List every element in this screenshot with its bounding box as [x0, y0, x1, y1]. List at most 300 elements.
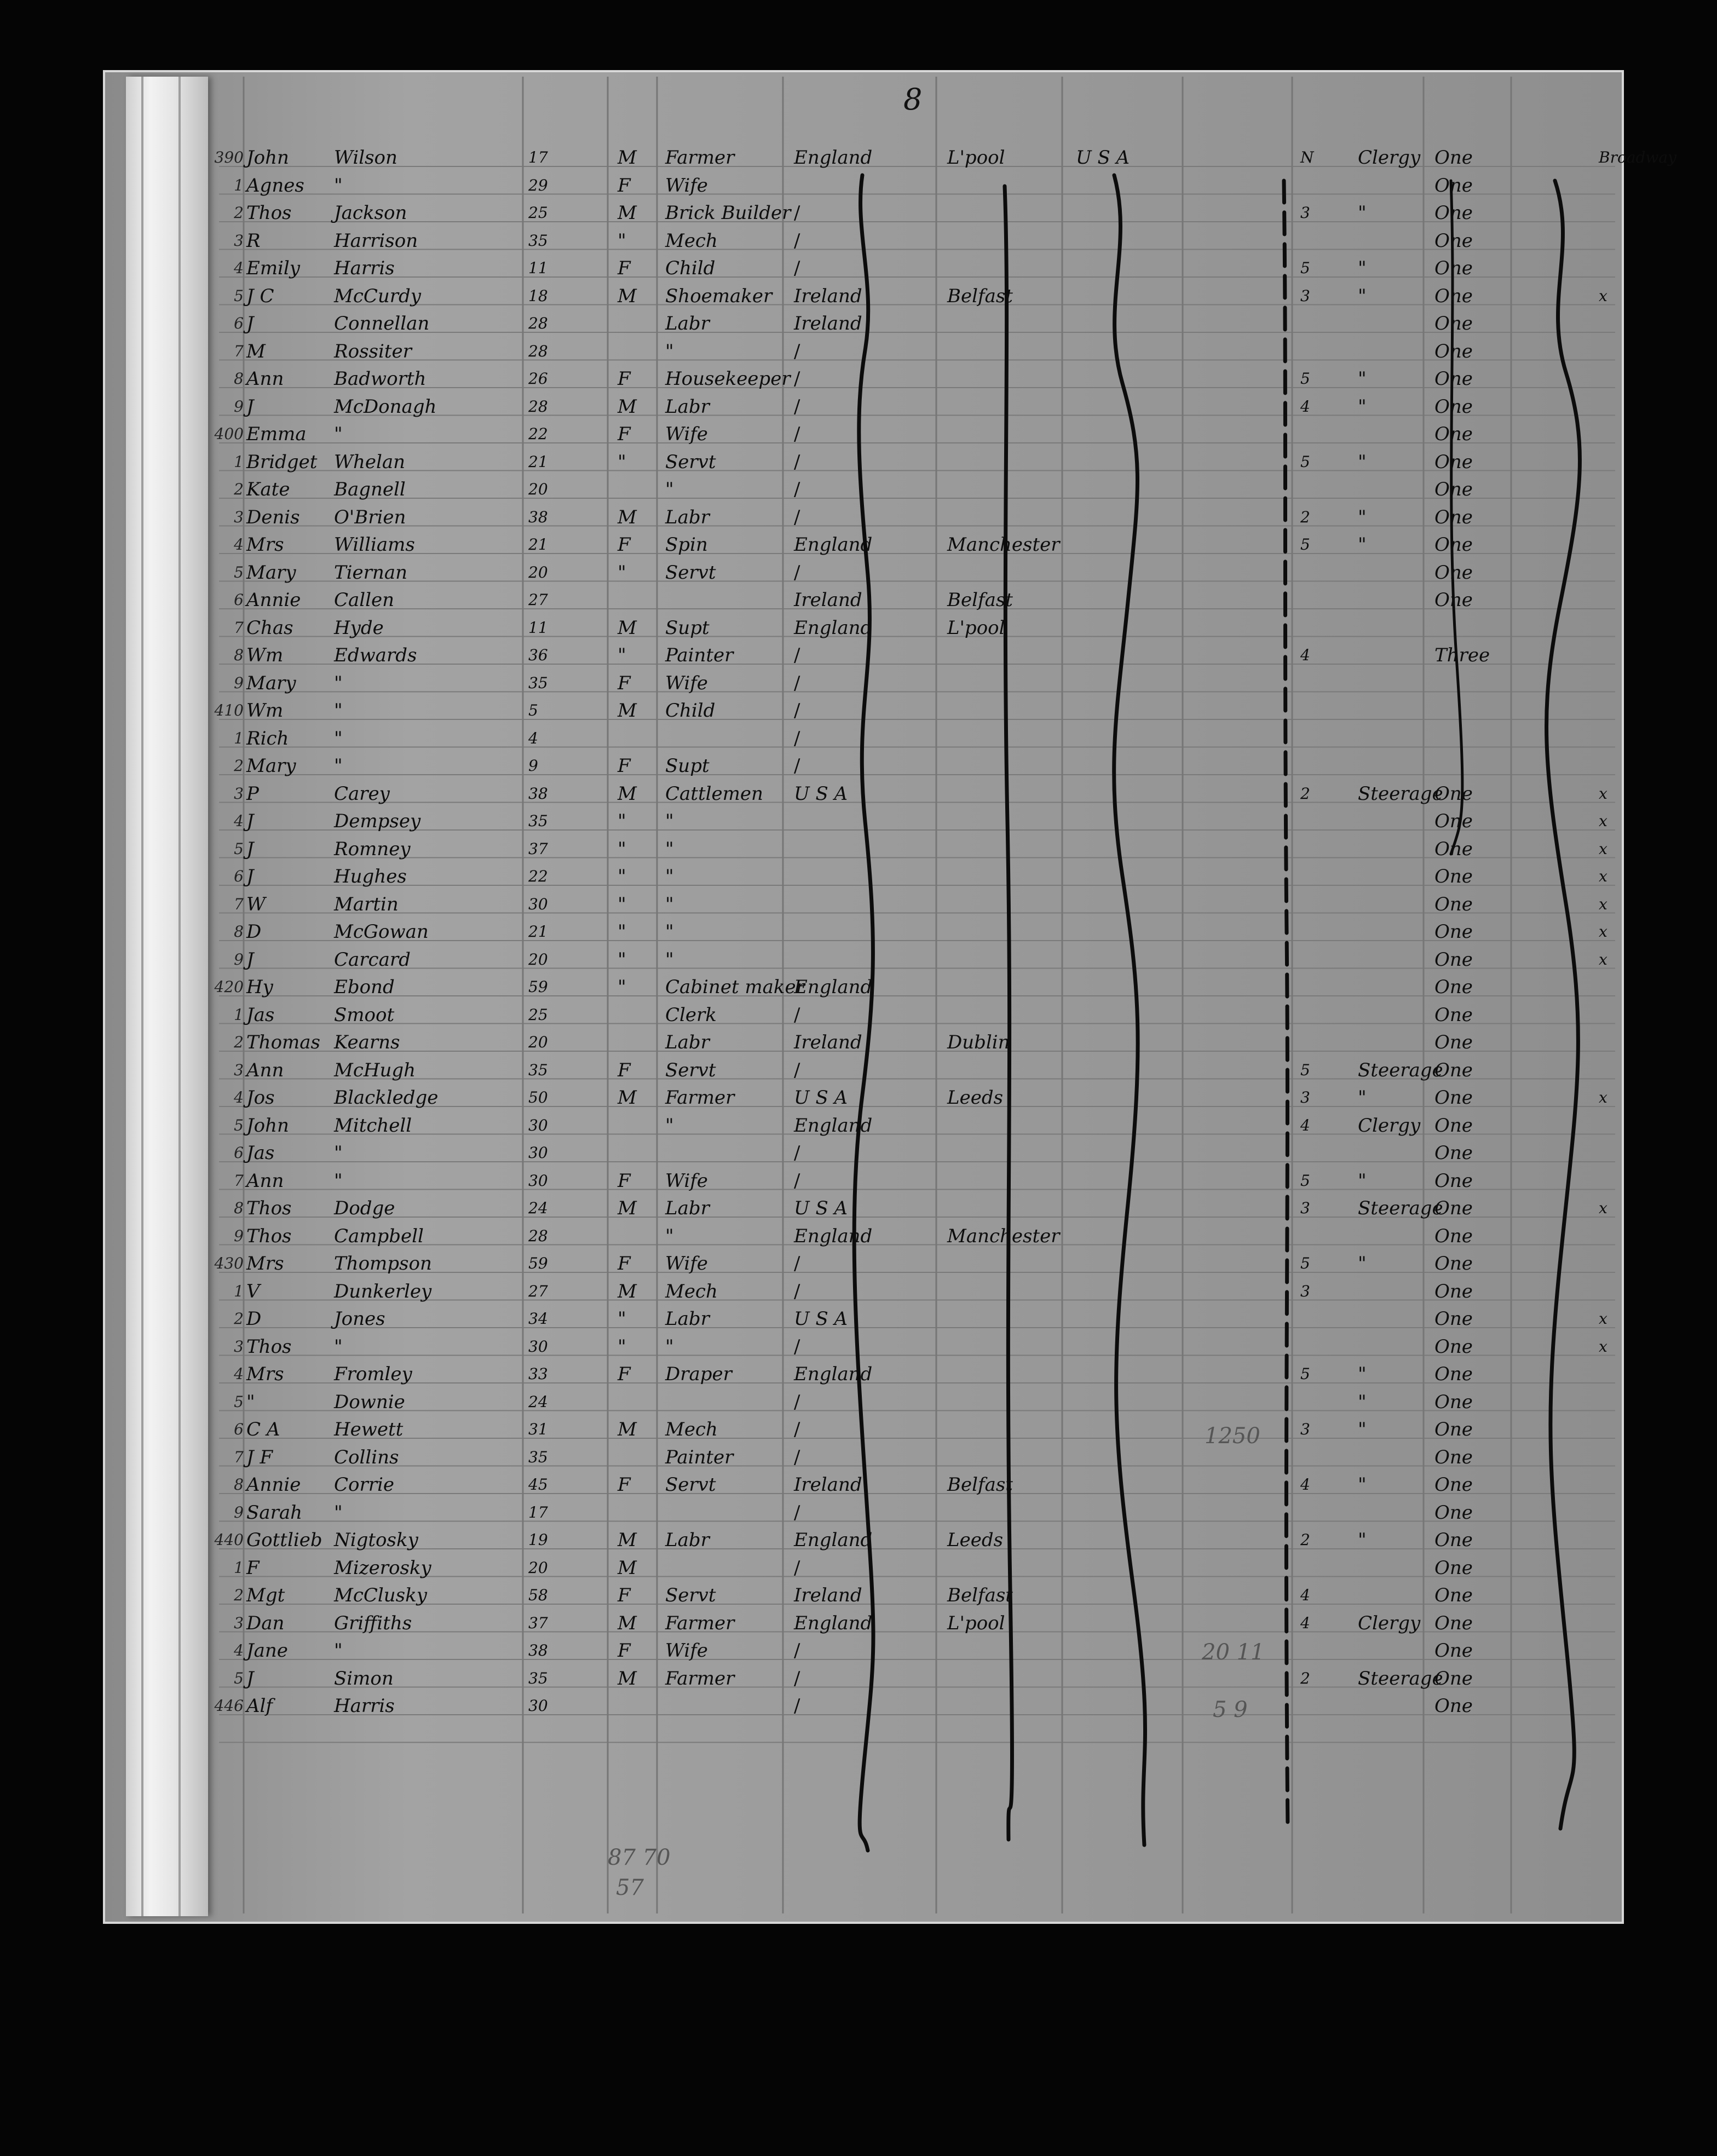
- table-row: [0, 1664, 1717, 1693]
- occupation: Labr: [665, 1529, 710, 1551]
- count: 3: [1300, 1199, 1310, 1217]
- sex: M: [618, 616, 637, 639]
- age: 20: [528, 1033, 548, 1051]
- class: Steerage: [1358, 1197, 1443, 1219]
- count: 5: [1300, 1365, 1310, 1383]
- age: 33: [528, 1365, 548, 1383]
- country: /: [794, 1169, 800, 1192]
- entry-number: 2: [234, 1310, 244, 1328]
- count: 5: [1300, 1254, 1310, 1272]
- entry-number: 5: [234, 286, 244, 305]
- age: 30: [528, 1171, 548, 1190]
- table-row: [0, 337, 1717, 366]
- age: 30: [528, 1337, 548, 1356]
- given-name: Dan: [246, 1612, 285, 1634]
- age: 34: [528, 1310, 548, 1328]
- ship-count: One: [1434, 1142, 1473, 1164]
- class: ": [1358, 1363, 1367, 1385]
- age: 28: [528, 1226, 548, 1245]
- given-name: Jas: [246, 1004, 275, 1026]
- country: /: [794, 368, 800, 390]
- given-name: Jane: [246, 1640, 288, 1662]
- ship-count: One: [1434, 1501, 1473, 1524]
- sex: ": [618, 644, 626, 666]
- occupation: Servt: [665, 561, 716, 584]
- class: Steerage: [1358, 782, 1443, 805]
- ship-count: One: [1434, 1612, 1473, 1634]
- class: ": [1358, 1419, 1367, 1440]
- entry-number: 3: [234, 784, 244, 803]
- surname: Harris: [334, 257, 395, 279]
- surname: ": [334, 1501, 343, 1524]
- age: 20: [528, 563, 548, 581]
- ship-count: One: [1434, 561, 1473, 584]
- ship-count: One: [1434, 810, 1473, 832]
- country: /: [794, 1557, 800, 1579]
- sex: M: [618, 1612, 637, 1634]
- given-name: Bridget: [246, 451, 318, 473]
- given-name: Wm: [246, 700, 284, 722]
- ship-count: One: [1434, 838, 1473, 860]
- country: /: [794, 1335, 800, 1358]
- ship-count: One: [1434, 395, 1473, 418]
- occupation: Labr: [665, 1031, 710, 1053]
- count: 4: [1300, 1613, 1310, 1632]
- class: ": [1358, 395, 1367, 418]
- surname: McClusky: [334, 1584, 427, 1606]
- sex: F: [618, 1363, 631, 1385]
- given-name: Mary: [246, 561, 296, 584]
- table-row: [0, 724, 1717, 753]
- entry-number: 4: [234, 1088, 244, 1106]
- age: 59: [528, 978, 548, 996]
- country: U S A: [794, 1308, 848, 1330]
- age: 59: [528, 1254, 548, 1272]
- remark-mark: x: [1599, 784, 1607, 803]
- ship-count: One: [1434, 174, 1473, 197]
- ship-count: One: [1434, 451, 1473, 473]
- occupation: ": [665, 1225, 674, 1247]
- count: 3: [1300, 204, 1310, 222]
- sex: ": [618, 866, 626, 887]
- age: 28: [528, 314, 548, 332]
- table-row: [0, 282, 1717, 310]
- given-name: Mary: [246, 672, 296, 694]
- given-name: Thos: [246, 1335, 292, 1358]
- given-name: Wm: [246, 644, 284, 666]
- surname: Simon: [334, 1667, 394, 1690]
- occupation: Farmer: [665, 147, 735, 169]
- entry-number: 2: [234, 757, 244, 775]
- age: 17: [528, 1503, 548, 1521]
- country: /: [794, 1004, 800, 1026]
- country: /: [794, 1695, 800, 1717]
- sex: ": [618, 451, 626, 473]
- occupation: Servt: [665, 1059, 716, 1081]
- given-name: J F: [246, 1446, 273, 1468]
- ship-count: One: [1434, 1087, 1473, 1109]
- given-name: D: [246, 921, 262, 943]
- count: 5: [1300, 259, 1310, 277]
- surname: O'Brien: [334, 506, 406, 528]
- age: 38: [528, 508, 548, 526]
- occupation: Servt: [665, 451, 716, 473]
- surname: Martin: [334, 893, 399, 915]
- surname: Bagnell: [334, 479, 406, 500]
- entry-number: 7: [234, 895, 244, 913]
- age: 22: [528, 867, 548, 885]
- age: 27: [528, 591, 548, 609]
- table-row: [0, 1249, 1717, 1278]
- entry-number: 6: [234, 314, 244, 332]
- table-row: [0, 1443, 1717, 1472]
- given-name: Agnes: [246, 174, 304, 197]
- ship-count: One: [1434, 1004, 1473, 1026]
- sex: ": [618, 1308, 626, 1330]
- table-row: [0, 365, 1717, 393]
- class: ": [1358, 202, 1367, 224]
- age: 19: [528, 1531, 548, 1549]
- entry-number: 7: [234, 1171, 244, 1190]
- table-row: [0, 1692, 1717, 1720]
- given-name: J: [246, 866, 254, 887]
- class: Clergy: [1358, 1114, 1421, 1137]
- country: /: [794, 561, 800, 584]
- surname: Griffiths: [334, 1612, 412, 1634]
- table-row: [0, 835, 1717, 863]
- table-row: [0, 1277, 1717, 1306]
- entry-number: 420: [214, 978, 244, 996]
- given-name: J: [246, 948, 254, 971]
- remark-mark: x: [1599, 867, 1607, 885]
- surname: McHugh: [334, 1059, 416, 1081]
- count: 3: [1300, 1088, 1310, 1106]
- sex: M: [618, 202, 637, 224]
- given-name: Rich: [246, 727, 289, 750]
- remark-mark: x: [1599, 812, 1607, 830]
- occupation: ": [665, 340, 674, 362]
- given-name: Mgt: [246, 1584, 285, 1606]
- ship-count: One: [1434, 1197, 1473, 1219]
- country: England: [794, 1363, 873, 1385]
- surname: Corrie: [334, 1474, 394, 1496]
- table-row: [0, 309, 1717, 338]
- age: 28: [528, 342, 548, 360]
- age: 38: [528, 1641, 548, 1659]
- surname: Harrison: [334, 229, 418, 252]
- table-row: [0, 1471, 1717, 1499]
- occupation: Draper: [665, 1363, 732, 1385]
- occupation: Spin: [665, 534, 708, 556]
- entry-number: 8: [234, 923, 244, 941]
- remark-mark: x: [1599, 286, 1607, 305]
- age: 30: [528, 1144, 548, 1162]
- entry-number: 7: [234, 618, 244, 637]
- ship-count: One: [1434, 1695, 1473, 1717]
- surname: Jackson: [334, 202, 407, 224]
- table-row: [0, 1111, 1717, 1140]
- remark-mark: x: [1599, 923, 1607, 941]
- sex: F: [618, 1253, 631, 1275]
- count: 5: [1300, 535, 1310, 554]
- class: Clergy: [1358, 1612, 1421, 1634]
- country: /: [794, 395, 800, 418]
- entry-number: 6: [234, 867, 244, 885]
- table-row: [0, 1001, 1717, 1029]
- sex: F: [618, 1640, 631, 1662]
- port-of-embarkation: Belfast: [947, 589, 1013, 611]
- surname: McDonagh: [334, 395, 437, 418]
- remark-mark: x: [1599, 950, 1607, 969]
- ship-count: One: [1434, 1169, 1473, 1192]
- country: /: [794, 1391, 800, 1413]
- remark-mark: Broadway: [1599, 148, 1676, 166]
- surname: Connellan: [334, 313, 430, 335]
- occupation: Mech: [665, 1280, 718, 1302]
- country: /: [794, 1446, 800, 1468]
- given-name: Mrs: [246, 1253, 284, 1275]
- given-name: Thos: [246, 202, 292, 224]
- occupation: Shoemaker: [665, 285, 773, 307]
- class: ": [1358, 368, 1367, 390]
- sex: F: [618, 1474, 631, 1496]
- country: /: [794, 1667, 800, 1690]
- given-name: Thomas: [246, 1031, 321, 1053]
- age: 35: [528, 231, 548, 250]
- class: ": [1358, 1253, 1367, 1275]
- entry-number: 8: [234, 646, 244, 664]
- table-row: [0, 1083, 1717, 1112]
- age: 25: [528, 204, 548, 222]
- ship-count: One: [1434, 1308, 1473, 1330]
- country: /: [794, 1059, 800, 1081]
- surname: ": [334, 1169, 343, 1192]
- country: England: [794, 147, 873, 169]
- pencil-tally: 5 9: [1213, 1697, 1248, 1722]
- ship-count: One: [1434, 1031, 1473, 1053]
- age: 24: [528, 1392, 548, 1411]
- ship-count: One: [1434, 423, 1473, 445]
- occupation: Wife: [665, 423, 708, 445]
- occupation: Farmer: [665, 1667, 735, 1690]
- count: 3: [1300, 286, 1310, 305]
- given-name: Emma: [246, 423, 307, 445]
- entry-number: 1: [234, 452, 244, 471]
- occupation: Labr: [665, 506, 710, 528]
- entry-number: 4: [234, 1641, 244, 1659]
- class: ": [1358, 506, 1367, 528]
- count: 2: [1300, 1669, 1310, 1687]
- class: ": [1358, 1474, 1367, 1496]
- count: 2: [1300, 1531, 1310, 1549]
- ship-count: One: [1434, 976, 1473, 998]
- class: ": [1358, 285, 1367, 307]
- country: /: [794, 1280, 800, 1302]
- remark-mark: x: [1599, 839, 1607, 858]
- occupation: Wife: [665, 174, 708, 197]
- ship-count: One: [1434, 1335, 1473, 1358]
- class: ": [1358, 534, 1367, 556]
- given-name: ": [246, 1391, 255, 1413]
- table-row: [0, 946, 1717, 974]
- country: /: [794, 340, 800, 362]
- given-name: W: [246, 893, 266, 915]
- entry-number: 9: [234, 1503, 244, 1521]
- age: 35: [528, 812, 548, 830]
- entry-number: 6: [234, 1420, 244, 1438]
- occupation: ": [665, 921, 674, 943]
- ship-count: One: [1434, 285, 1473, 307]
- class: Steerage: [1358, 1667, 1443, 1690]
- pencil-tally: 57: [616, 1875, 644, 1900]
- sex: F: [618, 1059, 631, 1081]
- occupation: Supt: [665, 755, 710, 777]
- port-of-embarkation: L'pool: [947, 1612, 1005, 1634]
- surname: Hyde: [334, 616, 384, 639]
- table-row: [0, 1526, 1717, 1554]
- surname: Dodge: [334, 1197, 395, 1219]
- age: 20: [528, 1558, 548, 1577]
- pencil-tally: 1250: [1205, 1423, 1260, 1449]
- surname: ": [334, 174, 343, 197]
- age: 30: [528, 895, 548, 913]
- given-name: Jos: [246, 1087, 275, 1109]
- given-name: D: [246, 1308, 262, 1330]
- given-name: Gottlieb: [246, 1529, 322, 1551]
- surname: Carcard: [334, 948, 411, 971]
- table-row: [0, 807, 1717, 835]
- entry-number: 9: [234, 1226, 244, 1245]
- given-name: Denis: [246, 506, 300, 528]
- given-name: Mrs: [246, 1363, 284, 1385]
- country: /: [794, 451, 800, 473]
- occupation: ": [665, 866, 674, 887]
- entry-number: 8: [234, 1199, 244, 1217]
- surname: Thompson: [334, 1253, 432, 1275]
- table-row: [0, 1167, 1717, 1195]
- table-row: [0, 1415, 1717, 1444]
- ship-count: One: [1434, 1446, 1473, 1468]
- class: ": [1358, 1087, 1367, 1109]
- country: /: [794, 257, 800, 279]
- occupation: ": [665, 479, 674, 500]
- remark-mark: x: [1599, 895, 1607, 913]
- age: 37: [528, 1613, 548, 1632]
- country: /: [794, 202, 800, 224]
- given-name: J: [246, 810, 254, 832]
- port-of-embarkation: Dublin: [947, 1031, 1010, 1053]
- surname: Hughes: [334, 866, 407, 887]
- table-row: [0, 1305, 1717, 1333]
- ship-count: Three: [1434, 644, 1490, 666]
- age: 25: [528, 1005, 548, 1024]
- port-of-embarkation: Leeds: [947, 1529, 1004, 1551]
- country: England: [794, 616, 873, 639]
- given-name: Alf: [246, 1695, 273, 1717]
- entry-number: 4: [234, 812, 244, 830]
- sex: M: [618, 700, 637, 722]
- entry-number: 4: [234, 535, 244, 554]
- ship-count: One: [1434, 257, 1473, 279]
- port-of-embarkation: L'pool: [947, 616, 1005, 639]
- entry-number: 3: [234, 231, 244, 250]
- table-row: [0, 1388, 1717, 1416]
- occupation: ": [665, 838, 674, 860]
- count: 4: [1300, 646, 1310, 664]
- country: /: [794, 700, 800, 722]
- count: N: [1300, 148, 1314, 166]
- age: 35: [528, 1448, 548, 1466]
- sex: M: [618, 1557, 637, 1579]
- port-of-embarkation: Belfast: [947, 285, 1013, 307]
- given-name: Ann: [246, 1059, 284, 1081]
- ship-count: One: [1434, 147, 1473, 169]
- occupation: Wife: [665, 1640, 708, 1662]
- occupation: Housekeeper: [665, 368, 791, 390]
- surname: ": [334, 755, 343, 777]
- surname: Romney: [334, 838, 411, 860]
- table-row: [0, 254, 1717, 283]
- table-row: [0, 641, 1717, 670]
- class: ": [1358, 1169, 1367, 1192]
- surname: Mitchell: [334, 1114, 412, 1137]
- occupation: ": [665, 1335, 674, 1358]
- age: 11: [528, 259, 548, 277]
- given-name: Mrs: [246, 534, 284, 556]
- ship-count: One: [1434, 948, 1473, 971]
- surname: Dempsey: [334, 810, 421, 832]
- entry-number: 1: [234, 729, 244, 747]
- table-row: [0, 1609, 1717, 1638]
- ship-count: One: [1434, 534, 1473, 556]
- entry-number: 6: [234, 591, 244, 609]
- surname: Hewett: [334, 1419, 404, 1440]
- age: 27: [528, 1282, 548, 1300]
- surname: Badworth: [334, 368, 427, 390]
- table-row: [0, 973, 1717, 1001]
- age: 11: [528, 618, 548, 637]
- age: 21: [528, 452, 548, 471]
- sex: ": [618, 838, 626, 860]
- entry-number: 5: [234, 1392, 244, 1411]
- surname: ": [334, 672, 343, 694]
- age: 35: [528, 1060, 548, 1079]
- given-name: V: [246, 1280, 260, 1302]
- pencil-tally: 20 11: [1202, 1640, 1265, 1665]
- nationality-note: U S A: [1076, 147, 1130, 169]
- surname: Collins: [334, 1446, 399, 1468]
- occupation: Wife: [665, 672, 708, 694]
- country: England: [794, 1225, 873, 1247]
- ship-count: One: [1434, 1529, 1473, 1551]
- remark-mark: x: [1599, 1199, 1607, 1217]
- ship-count: One: [1434, 313, 1473, 335]
- table-row: [0, 862, 1717, 891]
- country: /: [794, 672, 800, 694]
- count: 5: [1300, 1171, 1310, 1190]
- given-name: F: [246, 1557, 260, 1579]
- surname: Williams: [334, 534, 415, 556]
- age: 58: [528, 1586, 548, 1604]
- given-name: Mary: [246, 755, 296, 777]
- surname: Callen: [334, 589, 395, 611]
- country: /: [794, 229, 800, 252]
- age: 28: [528, 397, 548, 416]
- surname: Rossiter: [334, 340, 412, 362]
- table-row: [0, 199, 1717, 227]
- occupation: Clerk: [665, 1004, 717, 1026]
- surname: Tiernan: [334, 561, 407, 584]
